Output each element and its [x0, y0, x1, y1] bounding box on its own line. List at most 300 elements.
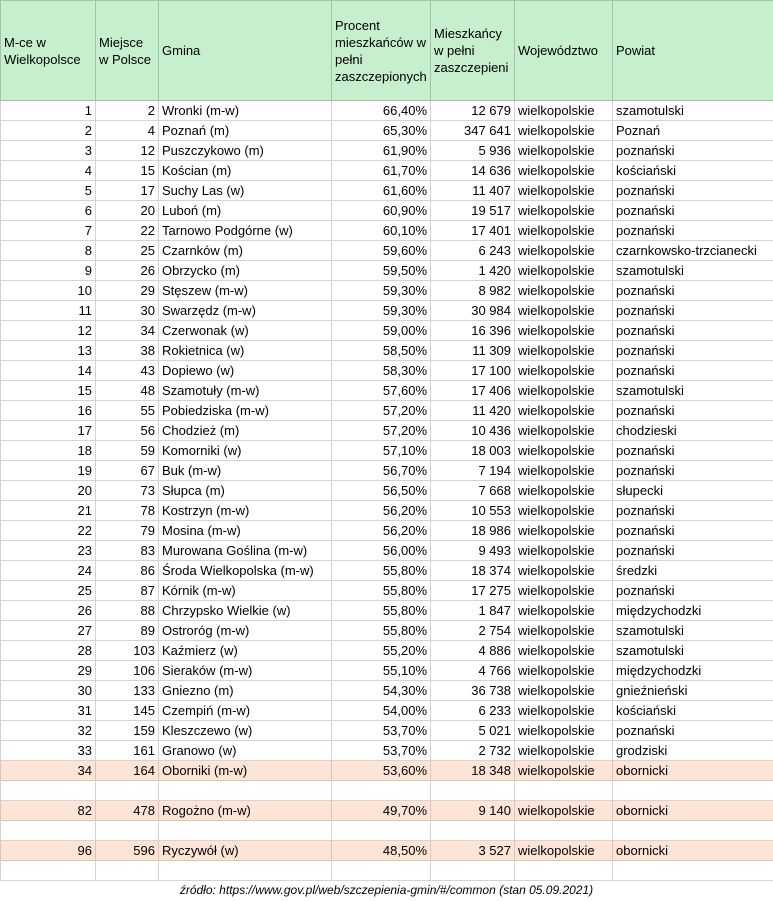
cell-percent[interactable]: 55,80% [332, 601, 431, 621]
table-row [1, 441, 773, 461]
cell-commune[interactable]: Chrzypsko Wielkie (w) [159, 601, 332, 621]
cell-voivodeship[interactable]: wielkopolskie [515, 361, 613, 381]
cell-rank-poland[interactable]: 133 [96, 681, 159, 701]
cell-commune[interactable]: Czempiń (m-w) [159, 701, 332, 721]
cell-voivodeship[interactable]: wielkopolskie [515, 641, 613, 661]
cell-percent[interactable]: 53,70% [332, 721, 431, 741]
cell-voivodeship[interactable]: wielkopolskie [515, 601, 613, 621]
cell-percent[interactable]: 55,80% [332, 581, 431, 601]
cell-vaccinated[interactable]: 19 517 [431, 201, 515, 221]
cell-rank-poland[interactable]: 79 [96, 521, 159, 541]
cell-rank-poland[interactable]: 145 [96, 701, 159, 721]
cell-vaccinated[interactable]: 18 003 [431, 441, 515, 461]
cell-voivodeship[interactable]: wielkopolskie [515, 521, 613, 541]
cell-commune[interactable]: Szamotuły (m-w) [159, 381, 332, 401]
cell-rank-region[interactable]: 16 [1, 401, 96, 421]
cell-commune[interactable]: Kaźmierz (w) [159, 641, 332, 661]
cell-voivodeship[interactable]: wielkopolskie [515, 221, 613, 241]
cell-percent[interactable]: 56,70% [332, 461, 431, 481]
table-row [1, 741, 773, 761]
cell-rank-poland[interactable]: 164 [96, 761, 159, 781]
cell-rank-region[interactable]: 11 [1, 301, 96, 321]
table-row [1, 601, 773, 621]
cell-percent[interactable]: 56,00% [332, 541, 431, 561]
cell-voivodeship[interactable]: wielkopolskie [515, 741, 613, 761]
cell-percent[interactable] [332, 821, 431, 841]
cell-commune[interactable] [159, 781, 332, 801]
table-row [1, 561, 773, 581]
cell-commune[interactable]: Kościan (m) [159, 161, 332, 181]
table-row [1, 381, 773, 401]
table-row [1, 361, 773, 381]
cell-rank-region[interactable]: 29 [1, 661, 96, 681]
cell-vaccinated[interactable]: 6 233 [431, 701, 515, 721]
cell-vaccinated[interactable]: 18 348 [431, 761, 515, 781]
cell-vaccinated[interactable]: 36 738 [431, 681, 515, 701]
cell-voivodeship[interactable]: wielkopolskie [515, 101, 613, 121]
cell-percent[interactable]: 57,20% [332, 421, 431, 441]
cell-commune[interactable]: Ostroróg (m-w) [159, 621, 332, 641]
cell-rank-poland[interactable]: 4 [96, 121, 159, 141]
cell-voivodeship[interactable] [515, 821, 613, 841]
table-row [1, 141, 773, 161]
cell-percent[interactable]: 54,00% [332, 701, 431, 721]
cell-commune[interactable]: Ryczywół (w) [159, 841, 332, 861]
cell-rank-region[interactable]: 2 [1, 121, 96, 141]
cell-percent[interactable]: 56,20% [332, 501, 431, 521]
cell-percent[interactable]: 59,30% [332, 301, 431, 321]
table-row [1, 641, 773, 661]
cell-county[interactable] [613, 781, 773, 801]
cell-percent[interactable]: 57,60% [332, 381, 431, 401]
cell-county[interactable]: średzki [613, 561, 773, 581]
cell-vaccinated[interactable]: 6 243 [431, 241, 515, 261]
cell-commune[interactable]: Puszczykowo (m) [159, 141, 332, 161]
cell-rank-poland[interactable]: 88 [96, 601, 159, 621]
cell-voivodeship[interactable]: wielkopolskie [515, 621, 613, 641]
cell-rank-region[interactable]: 4 [1, 161, 96, 181]
cell-commune[interactable]: Gniezno (m) [159, 681, 332, 701]
cell-rank-region[interactable]: 13 [1, 341, 96, 361]
cell-commune[interactable]: Dopiewo (w) [159, 361, 332, 381]
cell-percent[interactable]: 59,00% [332, 321, 431, 341]
cell-rank-region[interactable]: 31 [1, 701, 96, 721]
header-rank-poland[interactable]: Miejsce w Polsce [96, 1, 159, 101]
cell-rank-poland[interactable]: 15 [96, 161, 159, 181]
cell-commune[interactable]: Poznań (m) [159, 121, 332, 141]
cell-percent[interactable]: 59,50% [332, 261, 431, 281]
table-row [1, 681, 773, 701]
cell-rank-region[interactable]: 12 [1, 321, 96, 341]
cell-vaccinated[interactable]: 2 754 [431, 621, 515, 641]
cell-commune[interactable]: Murowana Goślina (m-w) [159, 541, 332, 561]
cell-percent[interactable]: 48,50% [332, 841, 431, 861]
cell-rank-region[interactable]: 33 [1, 741, 96, 761]
cell-county[interactable]: poznański [613, 501, 773, 521]
cell-vaccinated[interactable]: 5 936 [431, 141, 515, 161]
cell-county[interactable]: poznański [613, 541, 773, 561]
cell-rank-region[interactable]: 17 [1, 421, 96, 441]
cell-rank-poland[interactable]: 59 [96, 441, 159, 461]
table-row [1, 841, 773, 861]
cell-percent[interactable]: 61,60% [332, 181, 431, 201]
cell-county[interactable]: poznański [613, 341, 773, 361]
cell-vaccinated[interactable]: 16 396 [431, 321, 515, 341]
cell-vaccinated[interactable]: 17 100 [431, 361, 515, 381]
cell-county[interactable]: międzychodzki [613, 601, 773, 621]
cell-commune[interactable]: Oborniki (m-w) [159, 761, 332, 781]
cell-voivodeship[interactable]: wielkopolskie [515, 121, 613, 141]
cell-county[interactable]: kościański [613, 701, 773, 721]
cell-commune[interactable]: Słupca (m) [159, 481, 332, 501]
cell-rank-poland[interactable]: 25 [96, 241, 159, 261]
cell-rank-poland[interactable]: 20 [96, 201, 159, 221]
cell-commune[interactable]: Środa Wielkopolska (m-w) [159, 561, 332, 581]
cell-commune[interactable]: Kórnik (m-w) [159, 581, 332, 601]
cell-percent[interactable]: 54,30% [332, 681, 431, 701]
cell-rank-region[interactable]: 21 [1, 501, 96, 521]
cell-county[interactable]: grodziski [613, 741, 773, 761]
cell-rank-poland[interactable]: 22 [96, 221, 159, 241]
header-voivodeship[interactable]: Województwo [515, 1, 613, 101]
cell-commune[interactable]: Rokietnica (w) [159, 341, 332, 361]
table-row [1, 321, 773, 341]
cell-percent[interactable] [332, 861, 431, 881]
cell-county[interactable]: poznański [613, 281, 773, 301]
cell-rank-poland[interactable]: 38 [96, 341, 159, 361]
cell-rank-region[interactable]: 9 [1, 261, 96, 281]
cell-rank-poland[interactable]: 12 [96, 141, 159, 161]
table-row [1, 301, 773, 321]
cell-vaccinated[interactable]: 18 374 [431, 561, 515, 581]
cell-commune[interactable] [159, 821, 332, 841]
cell-percent[interactable]: 57,10% [332, 441, 431, 461]
cell-vaccinated[interactable]: 1 420 [431, 261, 515, 281]
cell-commune[interactable]: Czerwonak (w) [159, 321, 332, 341]
cell-rank-poland[interactable] [96, 781, 159, 801]
cell-rank-poland[interactable]: 161 [96, 741, 159, 761]
cell-vaccinated[interactable]: 7 194 [431, 461, 515, 481]
cell-commune[interactable]: Rogożno (m-w) [159, 801, 332, 821]
cell-commune[interactable]: Czarnków (m) [159, 241, 332, 261]
cell-voivodeship[interactable]: wielkopolskie [515, 841, 613, 861]
cell-rank-region[interactable]: 10 [1, 281, 96, 301]
cell-vaccinated[interactable]: 18 986 [431, 521, 515, 541]
cell-county[interactable]: szamotulski [613, 261, 773, 281]
cell-vaccinated[interactable]: 9 140 [431, 801, 515, 821]
cell-rank-region[interactable]: 15 [1, 381, 96, 401]
cell-commune[interactable]: Granowo (w) [159, 741, 332, 761]
cell-rank-region[interactable]: 6 [1, 201, 96, 221]
cell-rank-region[interactable]: 20 [1, 481, 96, 501]
cell-percent[interactable]: 58,50% [332, 341, 431, 361]
cell-county[interactable]: czarnkowsko-trzcianecki [613, 241, 773, 261]
cell-county[interactable] [613, 861, 773, 881]
cell-voivodeship[interactable]: wielkopolskie [515, 321, 613, 341]
cell-percent[interactable]: 56,50% [332, 481, 431, 501]
cell-percent[interactable]: 56,20% [332, 521, 431, 541]
header-vaccinated[interactable]: Mieszkańcy w pełni zaszczepieni [431, 1, 515, 101]
cell-vaccinated[interactable]: 30 984 [431, 301, 515, 321]
cell-rank-region[interactable]: 5 [1, 181, 96, 201]
cell-vaccinated[interactable]: 10 436 [431, 421, 515, 441]
cell-rank-region[interactable]: 18 [1, 441, 96, 461]
cell-vaccinated[interactable]: 17 406 [431, 381, 515, 401]
cell-rank-region[interactable]: 23 [1, 541, 96, 561]
cell-rank-poland[interactable] [96, 861, 159, 881]
cell-voivodeship[interactable]: wielkopolskie [515, 141, 613, 161]
cell-rank-region[interactable]: 30 [1, 681, 96, 701]
cell-rank-region[interactable] [1, 861, 96, 881]
cell-commune[interactable]: Chodzież (m) [159, 421, 332, 441]
header-county[interactable]: Powiat [613, 1, 773, 101]
cell-county[interactable]: poznański [613, 721, 773, 741]
cell-vaccinated[interactable]: 7 668 [431, 481, 515, 501]
cell-percent[interactable]: 66,40% [332, 101, 431, 121]
cell-rank-poland[interactable]: 159 [96, 721, 159, 741]
cell-rank-poland[interactable] [96, 821, 159, 841]
cell-rank-region[interactable] [1, 781, 96, 801]
table-row [1, 201, 773, 221]
cell-voivodeship[interactable]: wielkopolskie [515, 761, 613, 781]
cell-vaccinated[interactable]: 9 493 [431, 541, 515, 561]
cell-rank-region[interactable]: 96 [1, 841, 96, 861]
cell-rank-poland[interactable]: 103 [96, 641, 159, 661]
cell-voivodeship[interactable]: wielkopolskie [515, 181, 613, 201]
cell-percent[interactable]: 59,30% [332, 281, 431, 301]
cell-county[interactable]: chodzieski [613, 421, 773, 441]
cell-rank-poland[interactable]: 17 [96, 181, 159, 201]
cell-vaccinated[interactable]: 11 309 [431, 341, 515, 361]
cell-vaccinated[interactable]: 10 553 [431, 501, 515, 521]
cell-vaccinated[interactable]: 17 401 [431, 221, 515, 241]
cell-county[interactable]: obornicki [613, 801, 773, 821]
cell-percent[interactable]: 55,20% [332, 641, 431, 661]
cell-vaccinated[interactable]: 4 766 [431, 661, 515, 681]
cell-voivodeship[interactable]: wielkopolskie [515, 301, 613, 321]
cell-commune[interactable]: Obrzycko (m) [159, 261, 332, 281]
cell-commune[interactable]: Wronki (m-w) [159, 101, 332, 121]
cell-voivodeship[interactable]: wielkopolskie [515, 441, 613, 461]
cell-percent[interactable]: 58,30% [332, 361, 431, 381]
cell-rank-region[interactable]: 1 [1, 101, 96, 121]
cell-rank-poland[interactable]: 29 [96, 281, 159, 301]
cell-rank-poland[interactable]: 78 [96, 501, 159, 521]
table-row [1, 501, 773, 521]
cell-county[interactable]: szamotulski [613, 641, 773, 661]
cell-voivodeship[interactable]: wielkopolskie [515, 721, 613, 741]
cell-voivodeship[interactable] [515, 781, 613, 801]
cell-county[interactable]: obornicki [613, 841, 773, 861]
cell-rank-region[interactable]: 19 [1, 461, 96, 481]
cell-percent[interactable]: 65,30% [332, 121, 431, 141]
cell-county[interactable]: szamotulski [613, 381, 773, 401]
cell-percent[interactable]: 55,80% [332, 561, 431, 581]
table-row [1, 241, 773, 261]
cell-rank-poland[interactable]: 478 [96, 801, 159, 821]
cell-rank-poland[interactable]: 43 [96, 361, 159, 381]
cell-voivodeship[interactable]: wielkopolskie [515, 481, 613, 501]
cell-rank-region[interactable]: 25 [1, 581, 96, 601]
cell-commune[interactable]: Stęszew (m-w) [159, 281, 332, 301]
table-row [1, 581, 773, 601]
cell-rank-poland[interactable]: 48 [96, 381, 159, 401]
cell-county[interactable]: poznański [613, 221, 773, 241]
cell-voivodeship[interactable]: wielkopolskie [515, 701, 613, 721]
cell-county[interactable]: poznański [613, 441, 773, 461]
cell-rank-region[interactable]: 26 [1, 601, 96, 621]
cell-vaccinated[interactable]: 4 886 [431, 641, 515, 661]
table-row-empty [1, 781, 773, 801]
header-commune[interactable]: Gmina [159, 1, 332, 101]
cell-vaccinated[interactable]: 8 982 [431, 281, 515, 301]
cell-commune[interactable]: Swarzędz (m-w) [159, 301, 332, 321]
cell-county[interactable]: słupecki [613, 481, 773, 501]
cell-vaccinated[interactable]: 347 641 [431, 121, 515, 141]
cell-voivodeship[interactable]: wielkopolskie [515, 201, 613, 221]
cell-percent[interactable]: 61,90% [332, 141, 431, 161]
cell-rank-region[interactable]: 7 [1, 221, 96, 241]
cell-voivodeship[interactable]: wielkopolskie [515, 581, 613, 601]
cell-commune[interactable]: Buk (m-w) [159, 461, 332, 481]
cell-percent[interactable]: 59,60% [332, 241, 431, 261]
cell-vaccinated[interactable]: 11 420 [431, 401, 515, 421]
cell-county[interactable] [613, 821, 773, 841]
cell-voivodeship[interactable]: wielkopolskie [515, 681, 613, 701]
cell-voivodeship[interactable]: wielkopolskie [515, 461, 613, 481]
table-row [1, 661, 773, 681]
cell-rank-poland[interactable]: 87 [96, 581, 159, 601]
cell-county[interactable]: szamotulski [613, 101, 773, 121]
cell-rank-region[interactable]: 28 [1, 641, 96, 661]
cell-rank-poland[interactable]: 2 [96, 101, 159, 121]
cell-county[interactable]: szamotulski [613, 621, 773, 641]
cell-voivodeship[interactable]: wielkopolskie [515, 281, 613, 301]
cell-rank-poland[interactable]: 26 [96, 261, 159, 281]
cell-vaccinated[interactable]: 3 527 [431, 841, 515, 861]
cell-county[interactable]: poznański [613, 141, 773, 161]
cell-vaccinated[interactable]: 5 021 [431, 721, 515, 741]
cell-commune[interactable] [159, 861, 332, 881]
cell-voivodeship[interactable]: wielkopolskie [515, 241, 613, 261]
cell-county[interactable]: poznański [613, 461, 773, 481]
cell-rank-region[interactable]: 8 [1, 241, 96, 261]
cell-percent[interactable] [332, 781, 431, 801]
cell-rank-poland[interactable]: 34 [96, 321, 159, 341]
cell-commune[interactable]: Kleszczewo (w) [159, 721, 332, 741]
cell-vaccinated[interactable]: 12 679 [431, 101, 515, 121]
cell-voivodeship[interactable]: wielkopolskie [515, 561, 613, 581]
cell-county[interactable]: poznański [613, 181, 773, 201]
cell-rank-poland[interactable]: 55 [96, 401, 159, 421]
cell-percent[interactable]: 49,70% [332, 801, 431, 821]
cell-vaccinated[interactable] [431, 821, 515, 841]
cell-rank-poland[interactable]: 56 [96, 421, 159, 441]
cell-voivodeship[interactable]: wielkopolskie [515, 501, 613, 521]
cell-rank-region[interactable]: 32 [1, 721, 96, 741]
cell-county[interactable]: poznański [613, 581, 773, 601]
header-percent[interactable]: Procent mieszkańców w pełni zaszczepionych [332, 1, 431, 101]
cell-vaccinated[interactable]: 11 407 [431, 181, 515, 201]
cell-voivodeship[interactable]: wielkopolskie [515, 401, 613, 421]
cell-rank-poland[interactable]: 596 [96, 841, 159, 861]
cell-county[interactable]: poznański [613, 301, 773, 321]
cell-rank-region[interactable]: 82 [1, 801, 96, 821]
cell-vaccinated[interactable] [431, 861, 515, 881]
cell-vaccinated[interactable]: 2 732 [431, 741, 515, 761]
cell-percent[interactable]: 53,70% [332, 741, 431, 761]
cell-percent[interactable]: 60,90% [332, 201, 431, 221]
cell-vaccinated[interactable] [431, 781, 515, 801]
cell-county[interactable]: Poznań [613, 121, 773, 141]
cell-vaccinated[interactable]: 1 847 [431, 601, 515, 621]
table-row-empty [1, 861, 773, 881]
cell-commune[interactable]: Sieraków (m-w) [159, 661, 332, 681]
cell-rank-region[interactable]: 22 [1, 521, 96, 541]
header-rank-region[interactable]: M-ce w Wielkopolsce [1, 1, 96, 101]
cell-county[interactable]: gnieźnieński [613, 681, 773, 701]
cell-rank-poland[interactable]: 73 [96, 481, 159, 501]
cell-voivodeship[interactable]: wielkopolskie [515, 381, 613, 401]
cell-county[interactable]: poznański [613, 401, 773, 421]
cell-percent[interactable]: 60,10% [332, 221, 431, 241]
cell-vaccinated[interactable]: 14 636 [431, 161, 515, 181]
cell-percent[interactable]: 53,60% [332, 761, 431, 781]
cell-voivodeship[interactable]: wielkopolskie [515, 801, 613, 821]
cell-commune[interactable]: Tarnowo Podgórne (w) [159, 221, 332, 241]
cell-rank-region[interactable]: 34 [1, 761, 96, 781]
cell-rank-region[interactable]: 24 [1, 561, 96, 581]
cell-commune[interactable]: Pobiedziska (m-w) [159, 401, 332, 421]
cell-commune[interactable]: Kostrzyn (m-w) [159, 501, 332, 521]
cell-county[interactable]: poznański [613, 361, 773, 381]
cell-county[interactable]: poznański [613, 521, 773, 541]
cell-voivodeship[interactable]: wielkopolskie [515, 261, 613, 281]
cell-voivodeship[interactable]: wielkopolskie [515, 661, 613, 681]
cell-percent[interactable]: 61,70% [332, 161, 431, 181]
cell-vaccinated[interactable]: 17 275 [431, 581, 515, 601]
cell-rank-region[interactable] [1, 821, 96, 841]
cell-percent[interactable]: 57,20% [332, 401, 431, 421]
cell-rank-region[interactable]: 3 [1, 141, 96, 161]
cell-county[interactable]: poznański [613, 321, 773, 341]
cell-rank-poland[interactable]: 30 [96, 301, 159, 321]
cell-commune[interactable]: Luboń (m) [159, 201, 332, 221]
cell-voivodeship[interactable]: wielkopolskie [515, 161, 613, 181]
cell-commune[interactable]: Mosina (m-w) [159, 521, 332, 541]
cell-percent[interactable]: 55,10% [332, 661, 431, 681]
cell-voivodeship[interactable]: wielkopolskie [515, 341, 613, 361]
cell-rank-poland[interactable]: 86 [96, 561, 159, 581]
cell-county[interactable]: obornicki [613, 761, 773, 781]
cell-rank-poland[interactable]: 83 [96, 541, 159, 561]
cell-county[interactable]: międzychodzki [613, 661, 773, 681]
cell-commune[interactable]: Komorniki (w) [159, 441, 332, 461]
cell-county[interactable]: kościański [613, 161, 773, 181]
cell-rank-poland[interactable]: 89 [96, 621, 159, 641]
cell-commune[interactable]: Suchy Las (w) [159, 181, 332, 201]
cell-rank-poland[interactable]: 106 [96, 661, 159, 681]
table-row [1, 281, 773, 301]
cell-voivodeship[interactable] [515, 861, 613, 881]
cell-voivodeship[interactable]: wielkopolskie [515, 541, 613, 561]
cell-county[interactable]: poznański [613, 201, 773, 221]
cell-rank-region[interactable]: 14 [1, 361, 96, 381]
cell-rank-region[interactable]: 27 [1, 621, 96, 641]
cell-rank-poland[interactable]: 67 [96, 461, 159, 481]
cell-percent[interactable]: 55,80% [332, 621, 431, 641]
cell-voivodeship[interactable]: wielkopolskie [515, 421, 613, 441]
